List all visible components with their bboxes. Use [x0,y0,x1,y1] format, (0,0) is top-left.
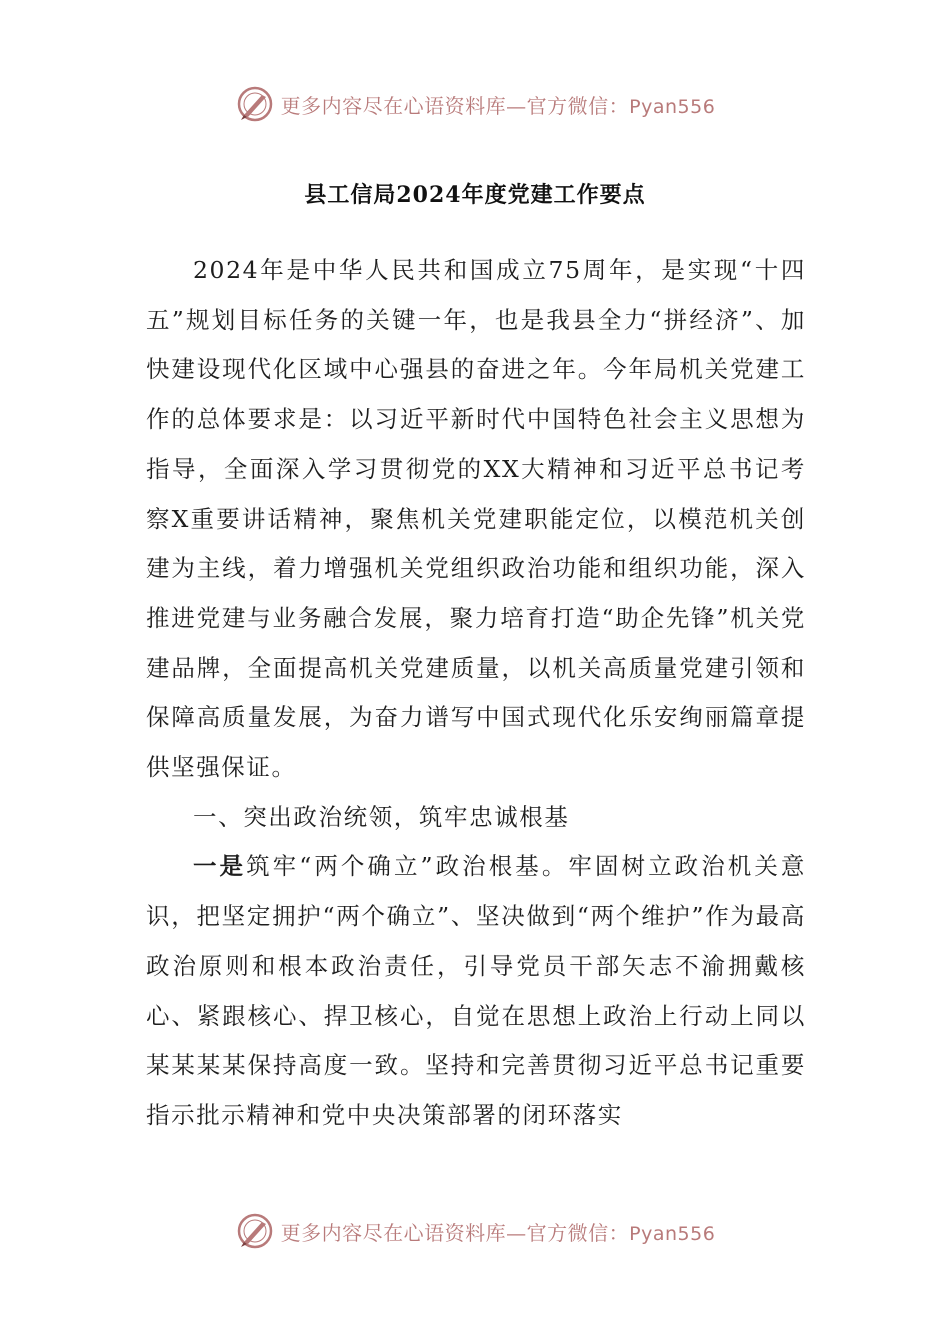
document-body [146,246,806,1141]
watermark-text: 更多内容尽在心语资料库—官方微信：Pyan556 [280,1220,716,1245]
watermark-text: 更多内容尽在心语资料库—官方微信：Pyan556 [280,93,716,118]
pen-logo-icon [235,1211,275,1251]
point-paragraph [146,842,806,1140]
pen-logo-icon [235,84,275,124]
point-lead: 一是 [193,852,247,881]
watermark-banner-top [0,82,950,126]
section-heading: 一、突出政治统领，筑牢忠诚根基 [193,802,570,831]
document-title: 县工信局2024年度党建工作要点 [304,182,646,208]
watermark-banner-bottom [0,1209,950,1253]
point-text: 筑牢“两个确立”政治根基。牢固树立政治机关意识，把坚定拥护“两个确立”、坚决做到“两个维护”作为最高政治原则和根本政治责任，引导党员干部矢志不渝拥戴核心、紧跟核心、捍卫核心，自觉在思想上政治上行动上同以某某某某保持高度一致。坚持和完善贯彻习近平总书记重要指示批示精神和党中央决策部署的闭环落实 [146,852,806,1129]
intro-paragraph: 2024年是中华人民共和国成立75周年，是实现“十四五”规划目标任务的关键一年，也是我县全力“拼经济”、加快建设现代化区域中心强县的奋进之年。今年局机关党建工作的总体要求是：以习近平新时代中国特色社会主义思想为指导，全面深入学习贯彻党的XX大精神和习近平总书记考察X重要讲话精神，聚焦机关党建职能定位，以模范机关创建为主线，着力增强机关党组织政治功能和组织功能，深入推进党建与业务融合发展，聚力培育打造“助企先锋”机关党建品牌，全面提高机关党建质量，以机关高质量党建引领和保障高质量发展，为奋力谱写中国式现代化乐安绚丽篇章提供坚强保证。 [146,256,806,782]
